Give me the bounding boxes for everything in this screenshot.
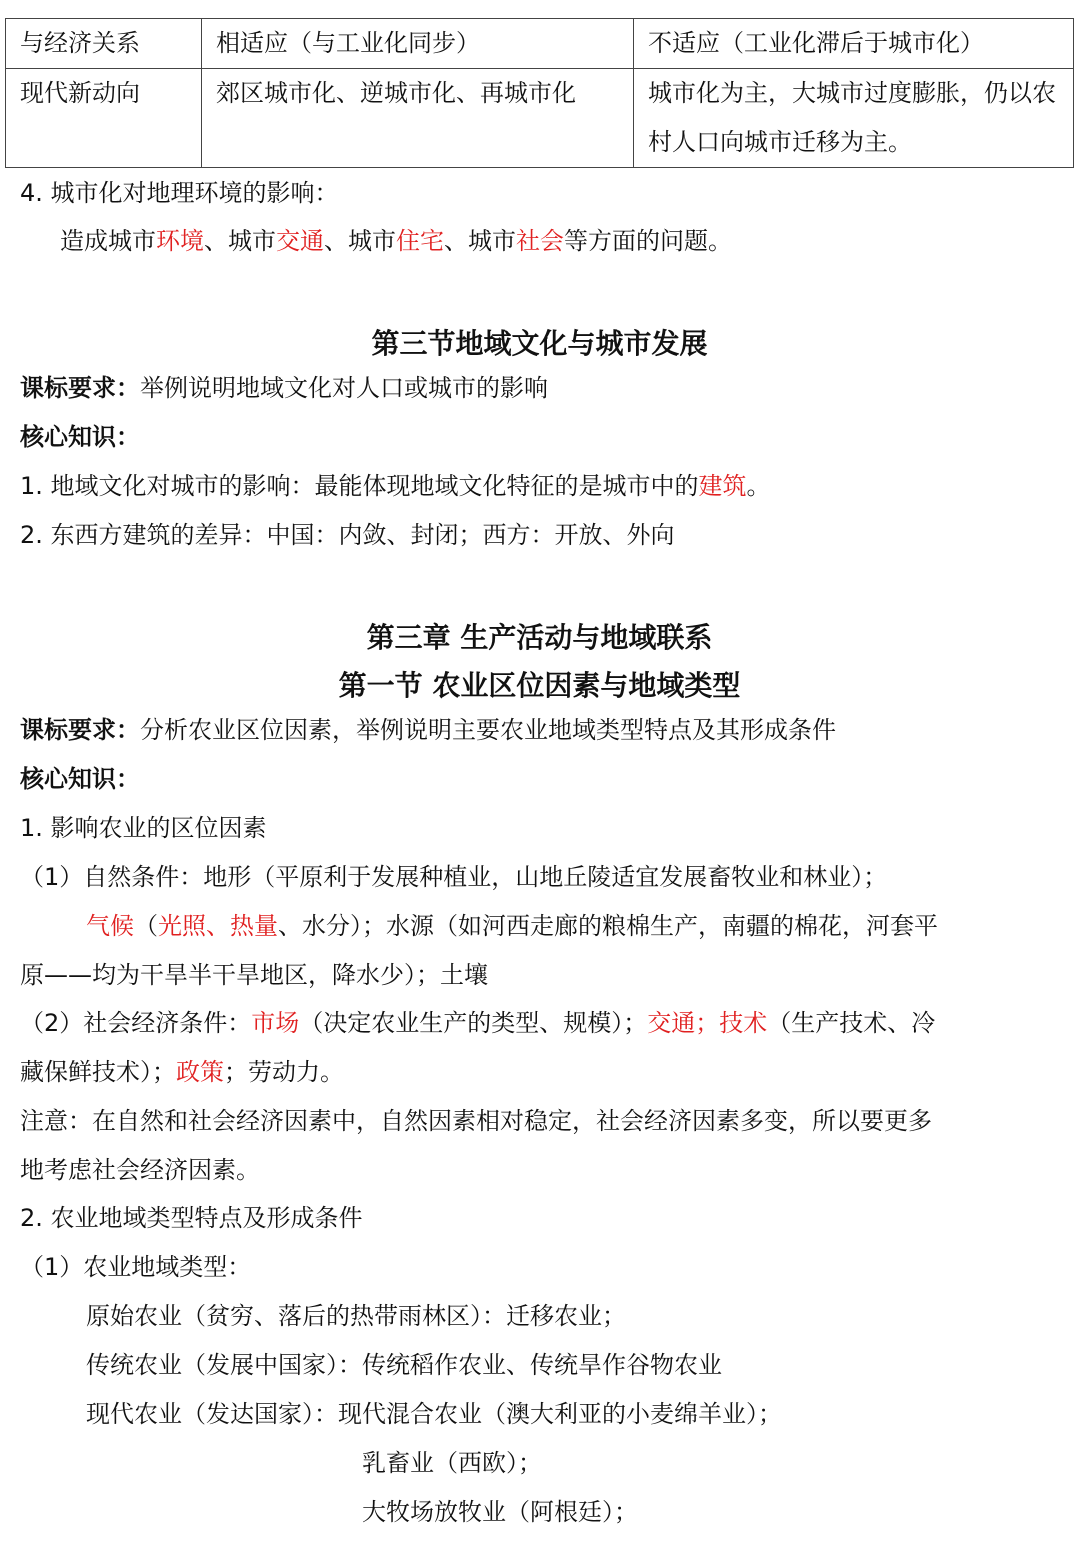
paragraph: 地考虑社会经济因素。 bbox=[20, 1156, 260, 1184]
table-row bbox=[6, 19, 1074, 69]
paragraph: 2. 农业地域类型特点及形成条件 bbox=[20, 1204, 363, 1232]
section-title: 第三节地域文化与城市发展 bbox=[371, 327, 708, 360]
paragraph bbox=[20, 1057, 344, 1087]
table-cell: 城市化为主，大城市过度膨胀，仍以农村人口向城市迁移为主。 bbox=[634, 69, 1074, 168]
table-cell: 现代新动向 bbox=[6, 69, 202, 168]
comparison-table bbox=[5, 18, 1074, 168]
highlight-text: 建筑 bbox=[698, 472, 747, 500]
highlight-text: 交通 bbox=[276, 227, 324, 255]
table-cell: 相适应（与工业化同步） bbox=[202, 19, 634, 69]
text: （决定农业生产的类型、规模）； bbox=[299, 1009, 648, 1037]
chapter-title: 第三章 生产活动与地域联系 bbox=[366, 621, 713, 654]
paragraph: 2. 东西方建筑的差异：中国：内敛、封闭；西方：开放、外向 bbox=[20, 521, 675, 549]
requirement-line bbox=[20, 373, 548, 403]
paragraph: （1）自然条件：地形（平原利于发展种植业，山地丘陵适宜发展畜牧业和林业）； bbox=[20, 863, 888, 891]
highlight-text: 政策 bbox=[176, 1058, 224, 1086]
highlight-text: 社会 bbox=[516, 227, 564, 255]
section-title: 第一节 农业区位因素与地域类型 bbox=[338, 669, 741, 702]
text: （生产技术、冷 bbox=[767, 1009, 936, 1037]
text: 造成城市 bbox=[60, 227, 156, 255]
core-label: 核心知识： bbox=[20, 765, 140, 793]
highlight-text: 住宅 bbox=[396, 227, 444, 255]
paragraph bbox=[86, 911, 938, 941]
text: 、城市 bbox=[324, 227, 396, 255]
text: 举例说明地域文化对人口或城市的影响 bbox=[140, 374, 548, 402]
table-cell: 与经济关系 bbox=[6, 19, 202, 69]
text: 。 bbox=[746, 472, 771, 500]
list-item: 乳畜业（西欧）； bbox=[362, 1449, 542, 1477]
text: 等方面的问题。 bbox=[564, 227, 732, 255]
paragraph: 原——均为干旱半干旱地区，降水少）；土壤 bbox=[20, 961, 488, 989]
text: （2）社会经济条件： bbox=[20, 1009, 252, 1037]
section-heading: 4. 城市化对地理环境的影响： bbox=[20, 179, 339, 207]
paragraph: 注意：在自然和社会经济因素中，自然因素相对稳定，社会经济因素多变，所以要更多 bbox=[20, 1107, 932, 1135]
highlight-text: 交通；技术 bbox=[647, 1009, 768, 1037]
paragraph bbox=[60, 226, 732, 256]
highlight-text: 气候 bbox=[86, 912, 134, 940]
paragraph bbox=[20, 1008, 935, 1038]
text: 藏保鲜技术）； bbox=[20, 1058, 176, 1086]
text: 1. 地域文化对城市的影响：最能体现地域文化特征的是城市中的 bbox=[20, 472, 699, 500]
text: 、水分）；水源（如河西走廊的粮棉生产，南疆的棉花，河套平 bbox=[278, 912, 938, 940]
text: ；劳动力。 bbox=[224, 1058, 344, 1086]
table-cell: 郊区城市化、逆城市化、再城市化 bbox=[202, 69, 634, 168]
list-item: 传统农业（发展中国家）：传统稻作农业、传统旱作谷物农业 bbox=[86, 1351, 722, 1379]
text: （ bbox=[134, 912, 158, 940]
paragraph bbox=[20, 471, 771, 501]
text: 分析农业区位因素，举例说明主要农业地域类型特点及其形成条件 bbox=[140, 716, 836, 744]
list-item: 原始农业（贫穷、落后的热带雨林区）：迁移农业； bbox=[86, 1302, 626, 1330]
text: 、城市 bbox=[444, 227, 516, 255]
paragraph: （1）农业地域类型： bbox=[20, 1253, 252, 1281]
highlight-text: 市场 bbox=[251, 1009, 300, 1037]
label: 课标要求： bbox=[20, 716, 140, 744]
highlight-text: 光照、热量 bbox=[158, 912, 278, 940]
list-item: 现代农业（发达国家）：现代混合农业（澳大利亚的小麦绵羊业）； bbox=[86, 1400, 782, 1428]
core-label: 核心知识： bbox=[20, 423, 140, 451]
requirement-line bbox=[20, 715, 836, 745]
label: 课标要求： bbox=[20, 374, 140, 402]
text: 、城市 bbox=[204, 227, 276, 255]
table-cell: 不适应（工业化滞后于城市化） bbox=[634, 19, 1074, 69]
highlight-text: 环境 bbox=[156, 227, 204, 255]
paragraph: 1. 影响农业的区位因素 bbox=[20, 814, 267, 842]
list-item: 大牧场放牧业（阿根廷）； bbox=[362, 1498, 638, 1526]
table-row bbox=[6, 69, 1074, 168]
